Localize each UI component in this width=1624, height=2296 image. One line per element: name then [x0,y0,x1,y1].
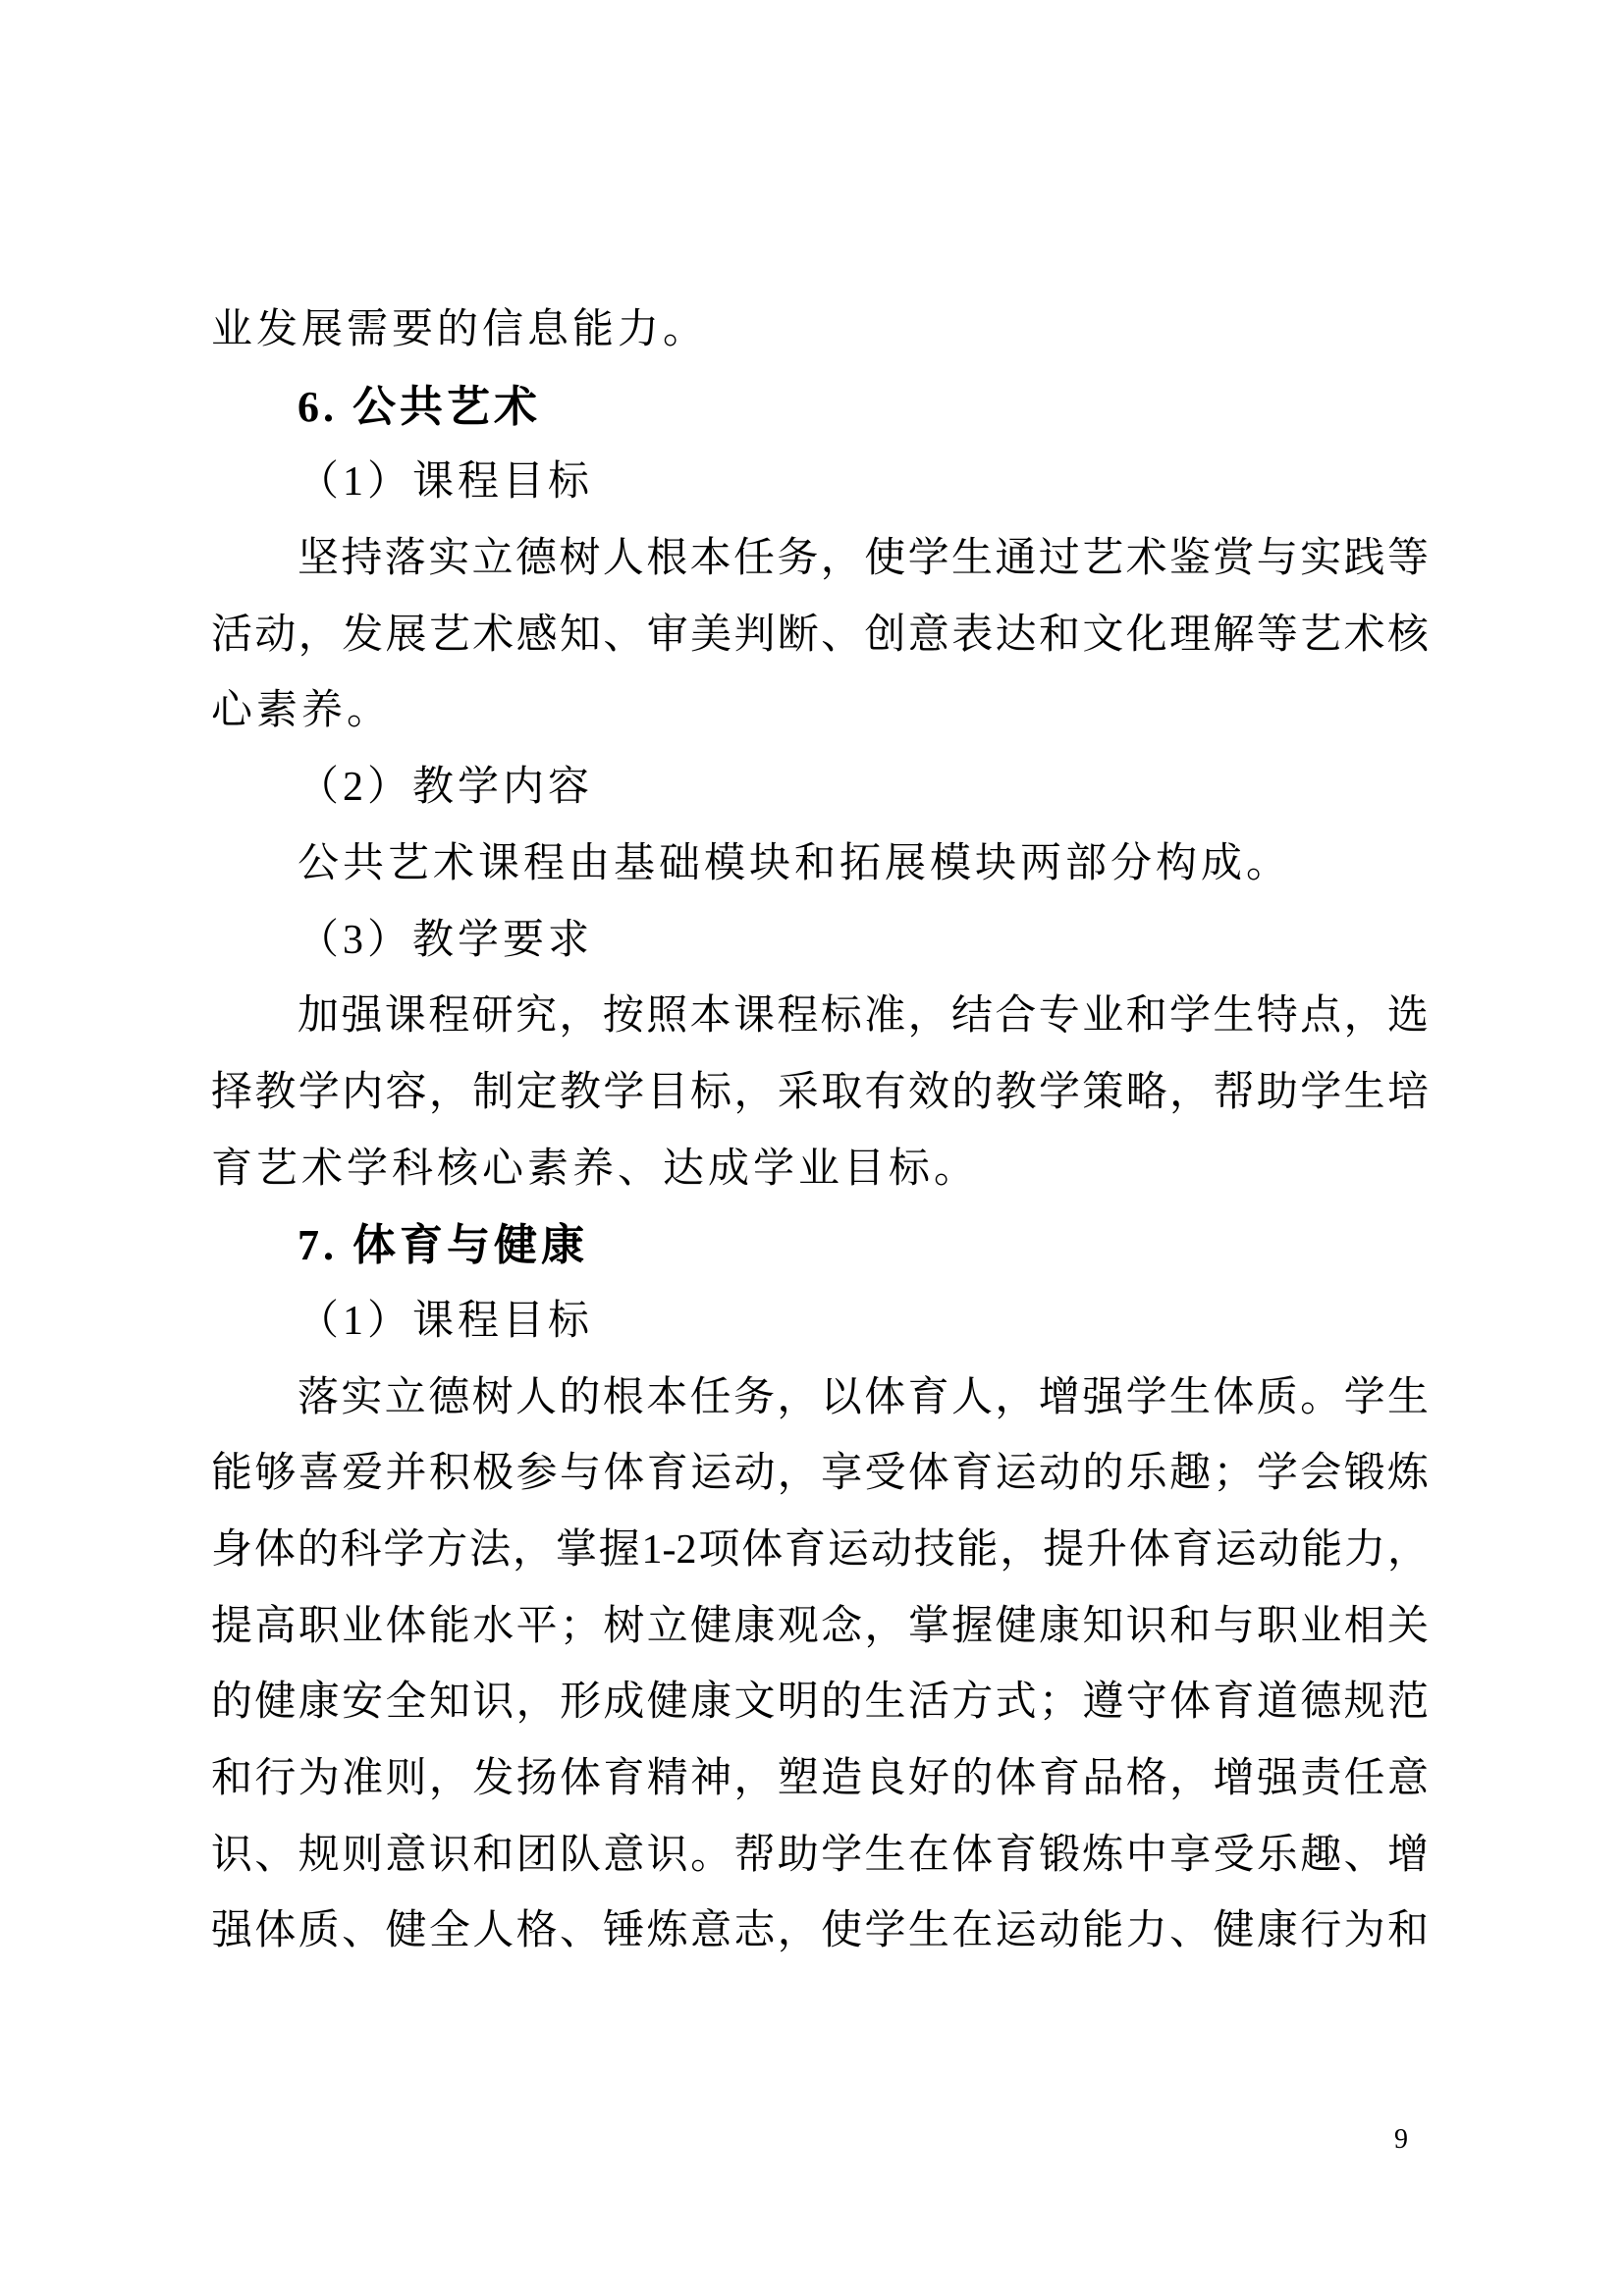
text-line: 识、规则意识和团队意识。帮助学生在体育锻炼中享受乐趣、增 [211,1832,1429,1878]
text-line: 坚持落实立德树人根本任务，使学生通过艺术鉴赏与实践等 [298,536,1429,582]
section-heading-pe-health: 7. 体育与健康 [298,1221,588,1270]
text-line: 加强课程研究，按照本课程标准，结合专业和学生特点，选 [298,993,1429,1040]
page-number: 9 [1394,2124,1408,2155]
text-line: 的健康安全知识，形成健康文明的生活方式；遵守体育道德规范 [211,1680,1429,1726]
document-content [211,293,1429,1970]
text-line: 公共艺术课程由基础模块和拓展模块两部分构成。 [298,840,1292,886]
text-line: 身体的科学方法，掌握1-2项体育运动技能，提升体育运动能力， [211,1527,1429,1573]
text-line: 能够喜爱并积极参与体育运动，享受体育运动的乐趣；学会锻炼 [211,1451,1429,1497]
text-line: 强体质、健全人格、锤炼意志，使学生在运动能力、健康行为和 [211,1908,1429,1954]
section-heading-public-art: 6. 公共艺术 [298,382,541,431]
text-line: 提高职业体能水平；树立健康观念，掌握健康知识和与职业相关 [211,1603,1429,1649]
sub-label-teaching-content: （2）教学内容 [298,765,594,811]
text-line: 落实立德树人的根本任务，以体育人，增强学生体质。学生 [298,1374,1429,1420]
text-line: 和行为准则，发扬体育精神，塑造良好的体育品格，增强责任意 [211,1756,1429,1802]
sub-label-course-objectives: （1）课程目标 [298,459,594,506]
text-line: 育艺术学科核心素养、达成学业目标。 [211,1146,980,1192]
text-line: 择教学内容，制定教学目标，采取有效的教学策略，帮助学生培 [211,1069,1429,1115]
sub-label-teaching-requirements: （3）教学要求 [298,917,594,963]
text-line: 心素养。 [211,688,393,734]
text-line: 活动，发展艺术感知、审美判断、创意表达和文化理解等艺术核 [211,612,1429,658]
text-line: 业发展需要的信息能力。 [211,307,709,352]
sub-label-course-objectives: （1）课程目标 [298,1298,594,1344]
